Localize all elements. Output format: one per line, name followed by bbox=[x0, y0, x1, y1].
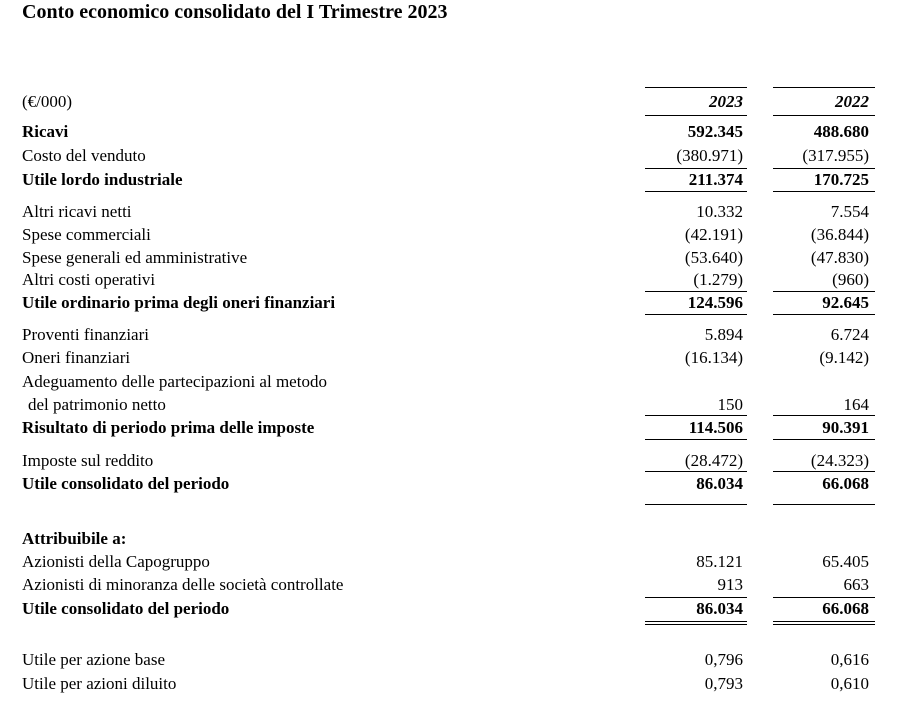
row-label: Utile ordinario prima degli oneri finanziari bbox=[22, 293, 336, 312]
row-imposte-sul-reddito bbox=[0, 449, 900, 473]
value-2022: 488.680 bbox=[813, 122, 869, 141]
row-risultato-prima-imposte bbox=[0, 416, 900, 440]
row-label: Spese commerciali bbox=[22, 225, 151, 244]
value-2022: 6.724 bbox=[830, 325, 869, 344]
total-rule-2023 bbox=[645, 191, 747, 192]
header-bottom-rule-2022 bbox=[773, 115, 875, 116]
value-2022: 66.068 bbox=[822, 599, 869, 618]
row-label: Risultato di periodo prima delle imposte bbox=[22, 418, 315, 437]
row-label: Ricavi bbox=[22, 122, 69, 141]
value-2023: (380.971) bbox=[676, 146, 743, 165]
row-label: Adeguamento delle partecipazioni al metodo bbox=[22, 372, 327, 391]
subtotal-rule-2023 bbox=[645, 597, 747, 598]
row-label: Utile per azioni diluito bbox=[22, 674, 177, 693]
row-azionisti-minoranza bbox=[0, 573, 900, 597]
row-label: Proventi finanziari bbox=[22, 325, 149, 344]
value-2022: 66.068 bbox=[822, 474, 869, 493]
value-2023: 86.034 bbox=[696, 599, 743, 618]
column-header-2023: 2023 bbox=[709, 92, 743, 111]
row-utile-per-azioni-diluito bbox=[0, 672, 900, 696]
value-2023: (1.279) bbox=[693, 270, 743, 289]
value-2023: 0,796 bbox=[704, 650, 743, 669]
value-2023: 211.374 bbox=[688, 170, 743, 189]
value-2023: 114.506 bbox=[688, 418, 743, 437]
page-title: Conto economico consolidato del I Trimestre 2023 bbox=[22, 1, 448, 23]
double-total-rule-2022 bbox=[773, 624, 875, 625]
row-label: Utile consolidato del periodo bbox=[22, 474, 230, 493]
row-azionisti-capogruppo bbox=[0, 550, 900, 574]
total-rule-2022 bbox=[773, 191, 875, 192]
row-label: Altri ricavi netti bbox=[22, 202, 132, 221]
value-2022: 7.554 bbox=[830, 202, 869, 221]
subtotal-rule-2022 bbox=[773, 471, 875, 472]
row-label: Altri costi operativi bbox=[22, 270, 156, 289]
value-2022: (9.142) bbox=[819, 348, 869, 367]
value-2022: (317.955) bbox=[802, 146, 869, 165]
value-2023: 913 bbox=[717, 575, 743, 594]
subtotal-rule-2022 bbox=[773, 597, 875, 598]
subtotal-rule-2022 bbox=[773, 168, 875, 169]
row-label: Utile consolidato del periodo bbox=[22, 599, 230, 618]
value-2023: 124.596 bbox=[687, 293, 743, 312]
value-2023: 85.121 bbox=[696, 552, 743, 571]
value-2022: (47.830) bbox=[810, 248, 869, 267]
row-label: Azionisti di minoranza delle società controllate bbox=[22, 575, 344, 594]
row-utile-lordo-industriale bbox=[0, 168, 900, 192]
row-utile-ordinario bbox=[0, 291, 900, 315]
row-utile-per-azione-base bbox=[0, 648, 900, 672]
value-2022: 90.391 bbox=[822, 418, 869, 437]
value-2023: 10.332 bbox=[696, 202, 743, 221]
row-label: Utile per azione base bbox=[22, 650, 166, 669]
subtotal-rule-2023 bbox=[645, 471, 747, 472]
subtotal-rule-2022 bbox=[773, 415, 875, 416]
header-top-rule-2022 bbox=[773, 87, 875, 88]
row-label: Costo del venduto bbox=[22, 146, 146, 165]
total-rule-2023 bbox=[645, 504, 747, 505]
double-total-rule-2023 bbox=[645, 624, 747, 625]
total-rule-2022 bbox=[773, 314, 875, 315]
row-label: Attribuibile a: bbox=[22, 529, 127, 548]
value-2022: (36.844) bbox=[810, 225, 869, 244]
total-rule-2023 bbox=[645, 439, 747, 440]
value-2023: 0,793 bbox=[704, 674, 743, 693]
row-label: Imposte sul reddito bbox=[22, 451, 154, 470]
subtotal-rule-2022 bbox=[773, 291, 875, 292]
total-rule-2023 bbox=[645, 314, 747, 315]
header-row bbox=[0, 90, 900, 114]
row-attribuibile-a bbox=[0, 527, 900, 551]
row-utile-consolidato-totale bbox=[0, 597, 900, 621]
value-2023: (42.191) bbox=[684, 225, 743, 244]
subtotal-rule-2023 bbox=[645, 291, 747, 292]
row-label: Oneri finanziari bbox=[22, 348, 131, 367]
value-2023: (28.472) bbox=[684, 451, 743, 470]
value-2022: (24.323) bbox=[810, 451, 869, 470]
row-ricavi bbox=[0, 120, 900, 144]
header-top-rule-2023 bbox=[645, 87, 747, 88]
value-2023: 5.894 bbox=[704, 325, 743, 344]
row-spese-generali bbox=[0, 246, 900, 270]
value-2023: (53.640) bbox=[684, 248, 743, 267]
row-label: Utile lordo industriale bbox=[22, 170, 183, 189]
subtotal-rule-2023 bbox=[645, 168, 747, 169]
unit-label: (€/000) bbox=[22, 92, 73, 111]
row-adeguamento-partecipazioni bbox=[0, 370, 900, 394]
row-oneri-finanziari bbox=[0, 346, 900, 370]
total-rule-2022 bbox=[773, 439, 875, 440]
value-2022: 170.725 bbox=[813, 170, 869, 189]
value-2023: 592.345 bbox=[687, 122, 743, 141]
row-altri-costi-operativi bbox=[0, 268, 900, 292]
value-2022: (960) bbox=[832, 270, 869, 289]
header-bottom-rule-2023 bbox=[645, 115, 747, 116]
value-2022: 663 bbox=[843, 575, 869, 594]
row-altri-ricavi-netti bbox=[0, 200, 900, 224]
value-2022: 0,610 bbox=[830, 674, 869, 693]
row-utile-consolidato bbox=[0, 472, 900, 496]
value-2022: 65.405 bbox=[822, 552, 869, 571]
value-2022: 164 bbox=[843, 395, 869, 414]
value-2023: (16.134) bbox=[684, 348, 743, 367]
total-rule-2023 bbox=[645, 621, 747, 622]
row-patrimonio-netto bbox=[0, 393, 900, 417]
value-2023: 150 bbox=[717, 395, 743, 414]
value-2022: 0,616 bbox=[830, 650, 869, 669]
value-2022: 92.645 bbox=[822, 293, 869, 312]
total-rule-2022 bbox=[773, 504, 875, 505]
row-label: Azionisti della Capogruppo bbox=[22, 552, 210, 571]
value-2023: 86.034 bbox=[696, 474, 743, 493]
subtotal-rule-2023 bbox=[645, 415, 747, 416]
row-label: del patrimonio netto bbox=[28, 395, 166, 414]
row-label: Spese generali ed amministrative bbox=[22, 248, 248, 267]
row-costo-del-venduto bbox=[0, 144, 900, 168]
row-spese-commerciali bbox=[0, 223, 900, 247]
total-rule-2022 bbox=[773, 621, 875, 622]
row-proventi-finanziari bbox=[0, 323, 900, 347]
column-header-2022: 2022 bbox=[835, 92, 869, 111]
